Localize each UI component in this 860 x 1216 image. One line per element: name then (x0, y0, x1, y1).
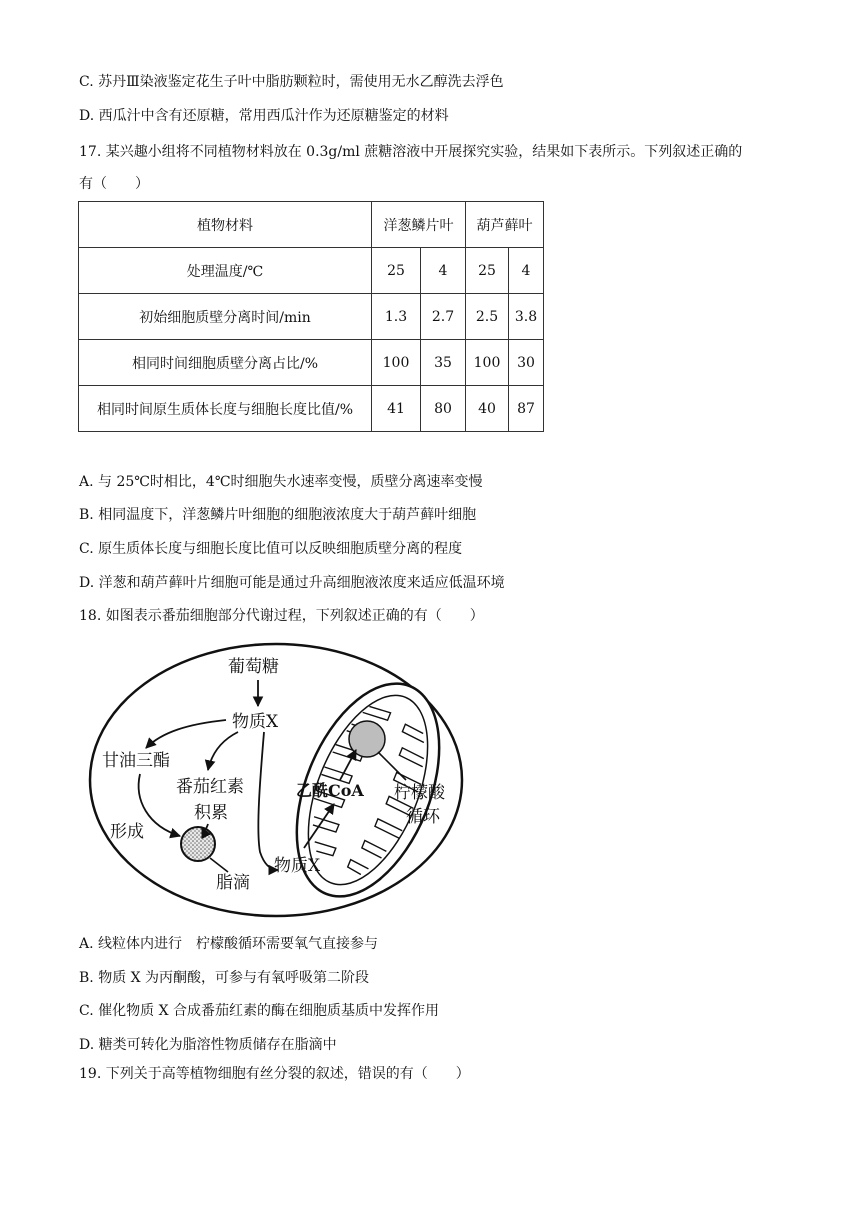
arrow-x-to-lycopene (208, 732, 238, 770)
label-triglyceride: 甘油三酯 (102, 751, 170, 771)
label-lipid-droplet: 脂滴 (216, 873, 250, 893)
table-cell: 87 (509, 386, 544, 432)
q18-option-c: C. 催化物质 X 合成番茄红素的酶在细胞质基质中发挥作用 (79, 1003, 439, 1019)
q17-stem-cont: 有（ ） (79, 176, 149, 192)
table-cell: 41 (372, 386, 421, 432)
arrow-x-to-triglyceride (146, 720, 226, 748)
table-cell: 1.3 (372, 294, 421, 340)
label-accumulate: 积累 (194, 803, 228, 823)
table-row (79, 248, 544, 294)
table-cell: 2.7 (421, 294, 466, 340)
label-form: 形成 (110, 822, 144, 842)
lipid-droplet-shape (181, 827, 215, 861)
q16-option-c: C. 苏丹Ⅲ染液鉴定花生子叶中脂肪颗粒时，需使用无水乙醇洗去浮色 (79, 74, 504, 90)
q17-stem: 17. 某兴趣小组将不同植物材料放在 0.3g/ml 蔗糖溶液中开展探究实验，结果如下表所示。下列叙述正确的 (79, 144, 743, 160)
table-cell: 30 (509, 340, 544, 386)
row-label: 初始细胞质壁分离时间/min (79, 294, 372, 340)
table-cell: 35 (421, 340, 466, 386)
q18-option-d: D. 糖类可转化为脂溶性物质储存在脂滴中 (79, 1037, 337, 1053)
q18-option-a: A. 线粒体内进行 柠檬酸循环需要氧气直接参与 (79, 936, 379, 952)
label-citric-acid: 柠檬酸 (394, 783, 445, 803)
metabolism-diagram (88, 640, 468, 922)
pointer-lipid-droplet (210, 858, 228, 872)
table-row (79, 340, 544, 386)
q17-option-a: A. 与 25℃时相比，4℃时细胞失水速率变慢，质壁分离速率变慢 (79, 474, 483, 490)
table-header-cell: 植物材料 (79, 202, 372, 248)
table-cell: 2.5 (466, 294, 509, 340)
table-cell: 4 (509, 248, 544, 294)
label-lycopene: 番茄红素 (176, 777, 244, 797)
table-header-row (79, 202, 544, 248)
label-glucose: 葡萄糖 (228, 657, 279, 677)
table-header-cell: 葫芦藓叶 (466, 202, 544, 248)
table-cell: 40 (466, 386, 509, 432)
q18-option-b: B. 物质 X 为丙酮酸，可参与有氧呼吸第二阶段 (79, 970, 370, 986)
label-acetyl-coa: 乙酰CoA (296, 781, 364, 800)
row-label: 处理温度/℃ (79, 248, 372, 294)
table-cell: 25 (466, 248, 509, 294)
arrow-triglyceride-to-droplet (139, 774, 180, 836)
q16-option-d: D. 西瓜汁中含有还原糖，常用西瓜汁作为还原糖鉴定的材料 (79, 108, 449, 124)
label-cycle: 循环 (406, 807, 440, 827)
q19-stem: 19. 下列关于高等植物细胞有丝分裂的叙述，错误的有（ ） (79, 1066, 470, 1082)
row-label: 相同时间原生质体长度与细胞长度比值/% (79, 386, 372, 432)
q17-data-table (78, 201, 544, 432)
table-cell: 4 (421, 248, 466, 294)
q17-option-d: D. 洋葱和葫芦藓叶片细胞可能是通过升高细胞液浓度来适应低温环境 (79, 575, 505, 591)
q17-option-c: C. 原生质体长度与细胞长度比值可以反映细胞质壁分离的程度 (79, 541, 463, 557)
q17-option-b: B. 相同温度下，洋葱鳞片叶细胞的细胞液浓度大于葫芦藓叶细胞 (79, 507, 477, 523)
table-cell: 100 (466, 340, 509, 386)
label-substance-x-top: 物质X (232, 712, 279, 732)
table-row (79, 294, 544, 340)
table-row (79, 386, 544, 432)
label-substance-x-bottom: 物质X (274, 856, 321, 876)
table-cell: 80 (421, 386, 466, 432)
table-header-cell: 洋葱鳞片叶 (372, 202, 466, 248)
arrow-x-to-mitochondrion (258, 732, 278, 870)
table-cell: 3.8 (509, 294, 544, 340)
table-cell: 100 (372, 340, 421, 386)
row-label: 相同时间细胞质壁分离占比/% (79, 340, 372, 386)
table-cell: 25 (372, 248, 421, 294)
q18-stem: 18. 如图表示番茄细胞部分代谢过程，下列叙述正确的有（ ） (79, 608, 484, 624)
